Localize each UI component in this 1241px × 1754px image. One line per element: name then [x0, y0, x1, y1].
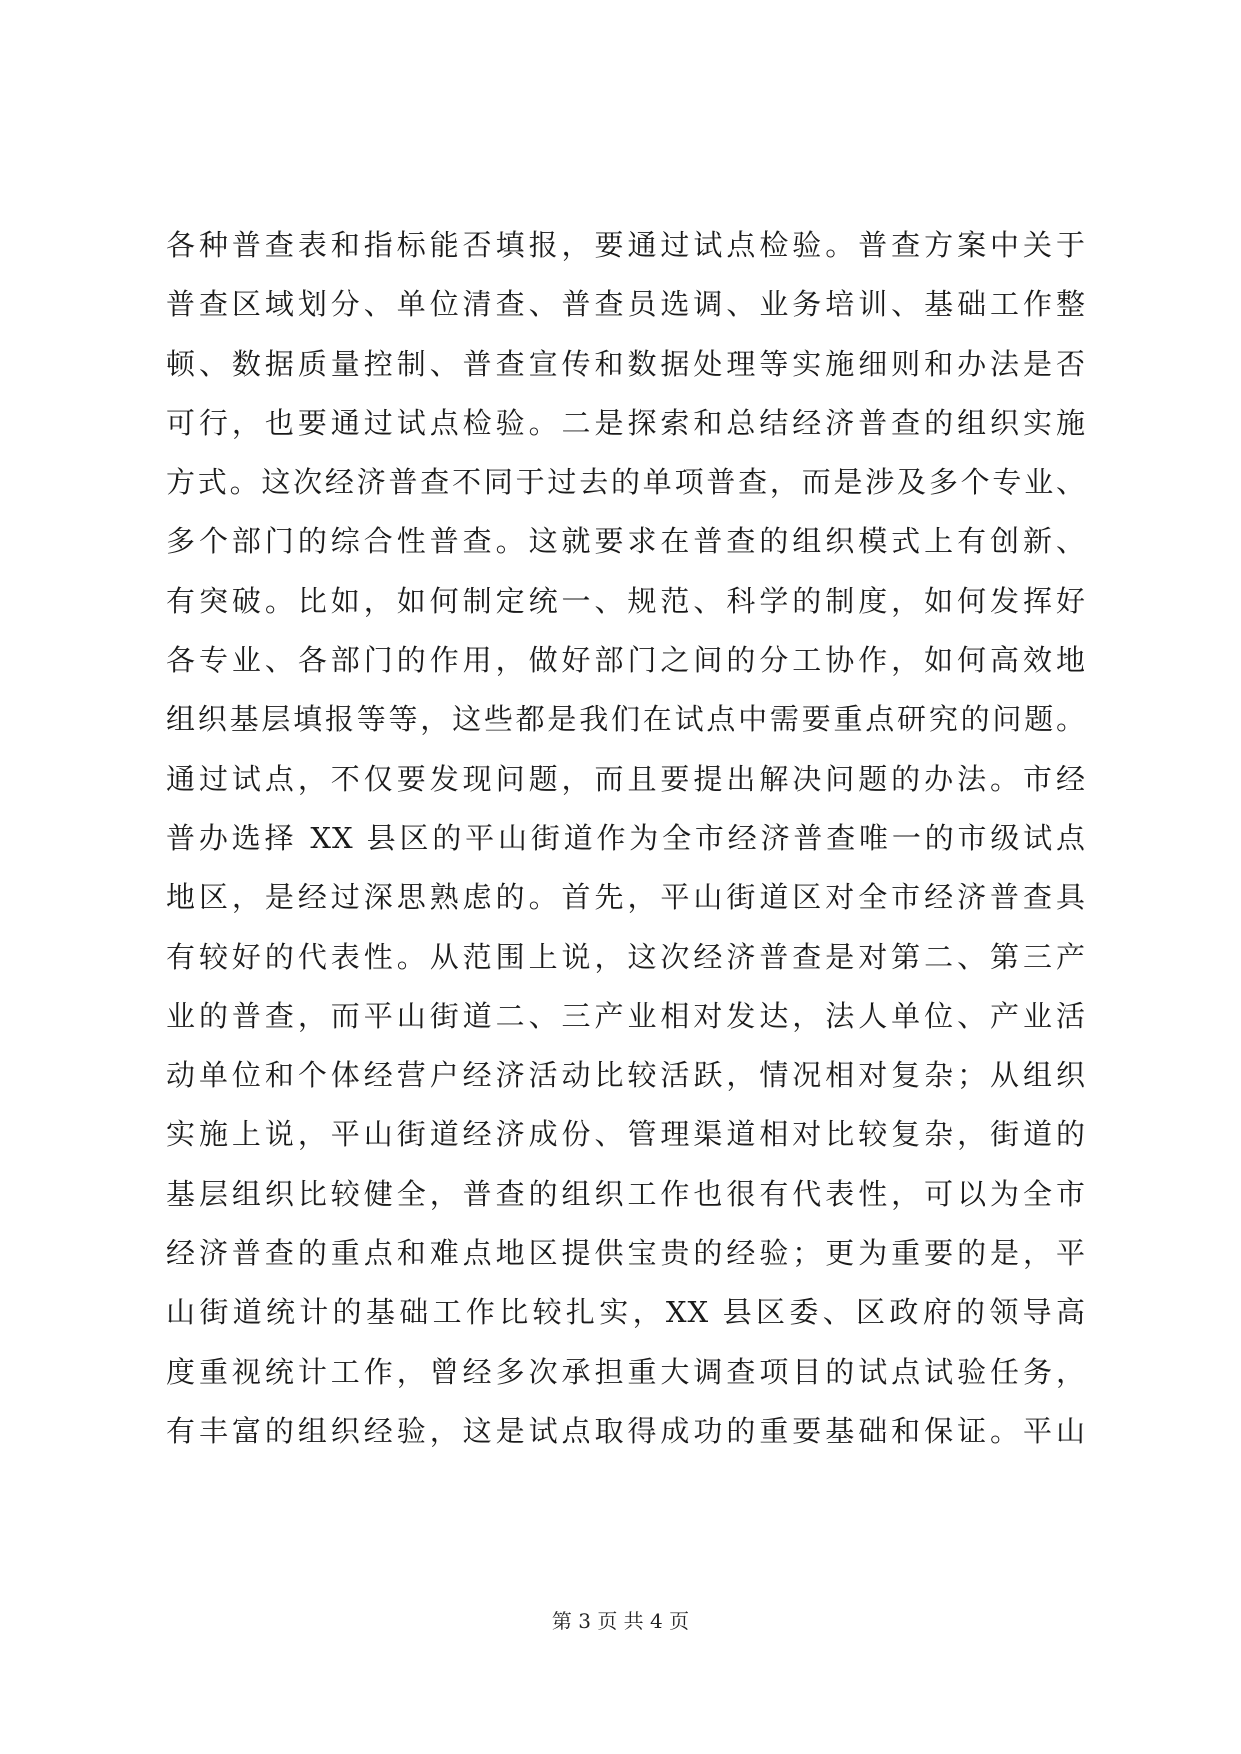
text-line: 方式。这次经济普查不同于过去的单项普查，而是涉及多个专业、	[166, 465, 1086, 500]
text-line: 有丰富的组织经验，这是试点取得成功的重要基础和保证。平山	[166, 1413, 1086, 1448]
page-number-footer: 第 3 页 共 4 页	[551, 1609, 690, 1633]
text-line: 普办选择 XX 县区的平山街道作为全市经济普查唯一的市级试点	[166, 820, 1086, 855]
text-line: 通过试点，不仅要发现问题，而且要提出解决问题的办法。市经	[166, 761, 1086, 796]
text-line: 地区，是经过深思熟虑的。首先，平山街道区对全市经济普查具	[166, 880, 1086, 915]
text-line: 有较好的代表性。从范围上说，这次经济普查是对第二、第三产	[166, 939, 1086, 974]
body-text	[166, 216, 1086, 1461]
text-line: 组织基层填报等等，这些都是我们在试点中需要重点研究的问题。	[166, 702, 1086, 737]
text-line: 实施上说，平山街道经济成份、管理渠道相对比较复杂，街道的	[166, 1117, 1086, 1152]
text-line: 顿、数据质量控制、普查宣传和数据处理等实施细则和办法是否	[166, 346, 1086, 381]
text-line: 山街道统计的基础工作比较扎实，XX 县区委、区政府的领导高	[166, 1295, 1086, 1330]
text-line: 经济普查的重点和难点地区提供宝贵的经验；更为重要的是，平	[166, 1236, 1086, 1271]
text-line: 有突破。比如，如何制定统一、规范、科学的制度，如何发挥好	[166, 583, 1086, 618]
text-line: 各专业、各部门的作用，做好部门之间的分工协作，如何高效地	[166, 643, 1086, 678]
text-line: 可行，也要通过试点检验。二是探索和总结经济普查的组织实施	[166, 405, 1086, 440]
text-line: 各种普查表和指标能否填报，要通过试点检验。普查方案中关于	[166, 228, 1086, 262]
text-line: 基层组织比较健全，普查的组织工作也很有代表性，可以为全市	[166, 1176, 1086, 1211]
text-line: 度重视统计工作，曾经多次承担重大调查项目的试点试验任务，	[166, 1354, 1086, 1389]
text-line: 多个部门的综合性普查。这就要求在普查的组织模式上有创新、	[166, 524, 1086, 559]
text-line: 普查区域划分、单位清查、普查员选调、业务培训、基础工作整	[166, 287, 1086, 322]
text-line: 业的普查，而平山街道二、三产业相对发达，法人单位、产业活	[166, 998, 1086, 1033]
text-line: 动单位和个体经营户经济活动比较活跃，情况相对复杂；从组织	[166, 1058, 1086, 1093]
